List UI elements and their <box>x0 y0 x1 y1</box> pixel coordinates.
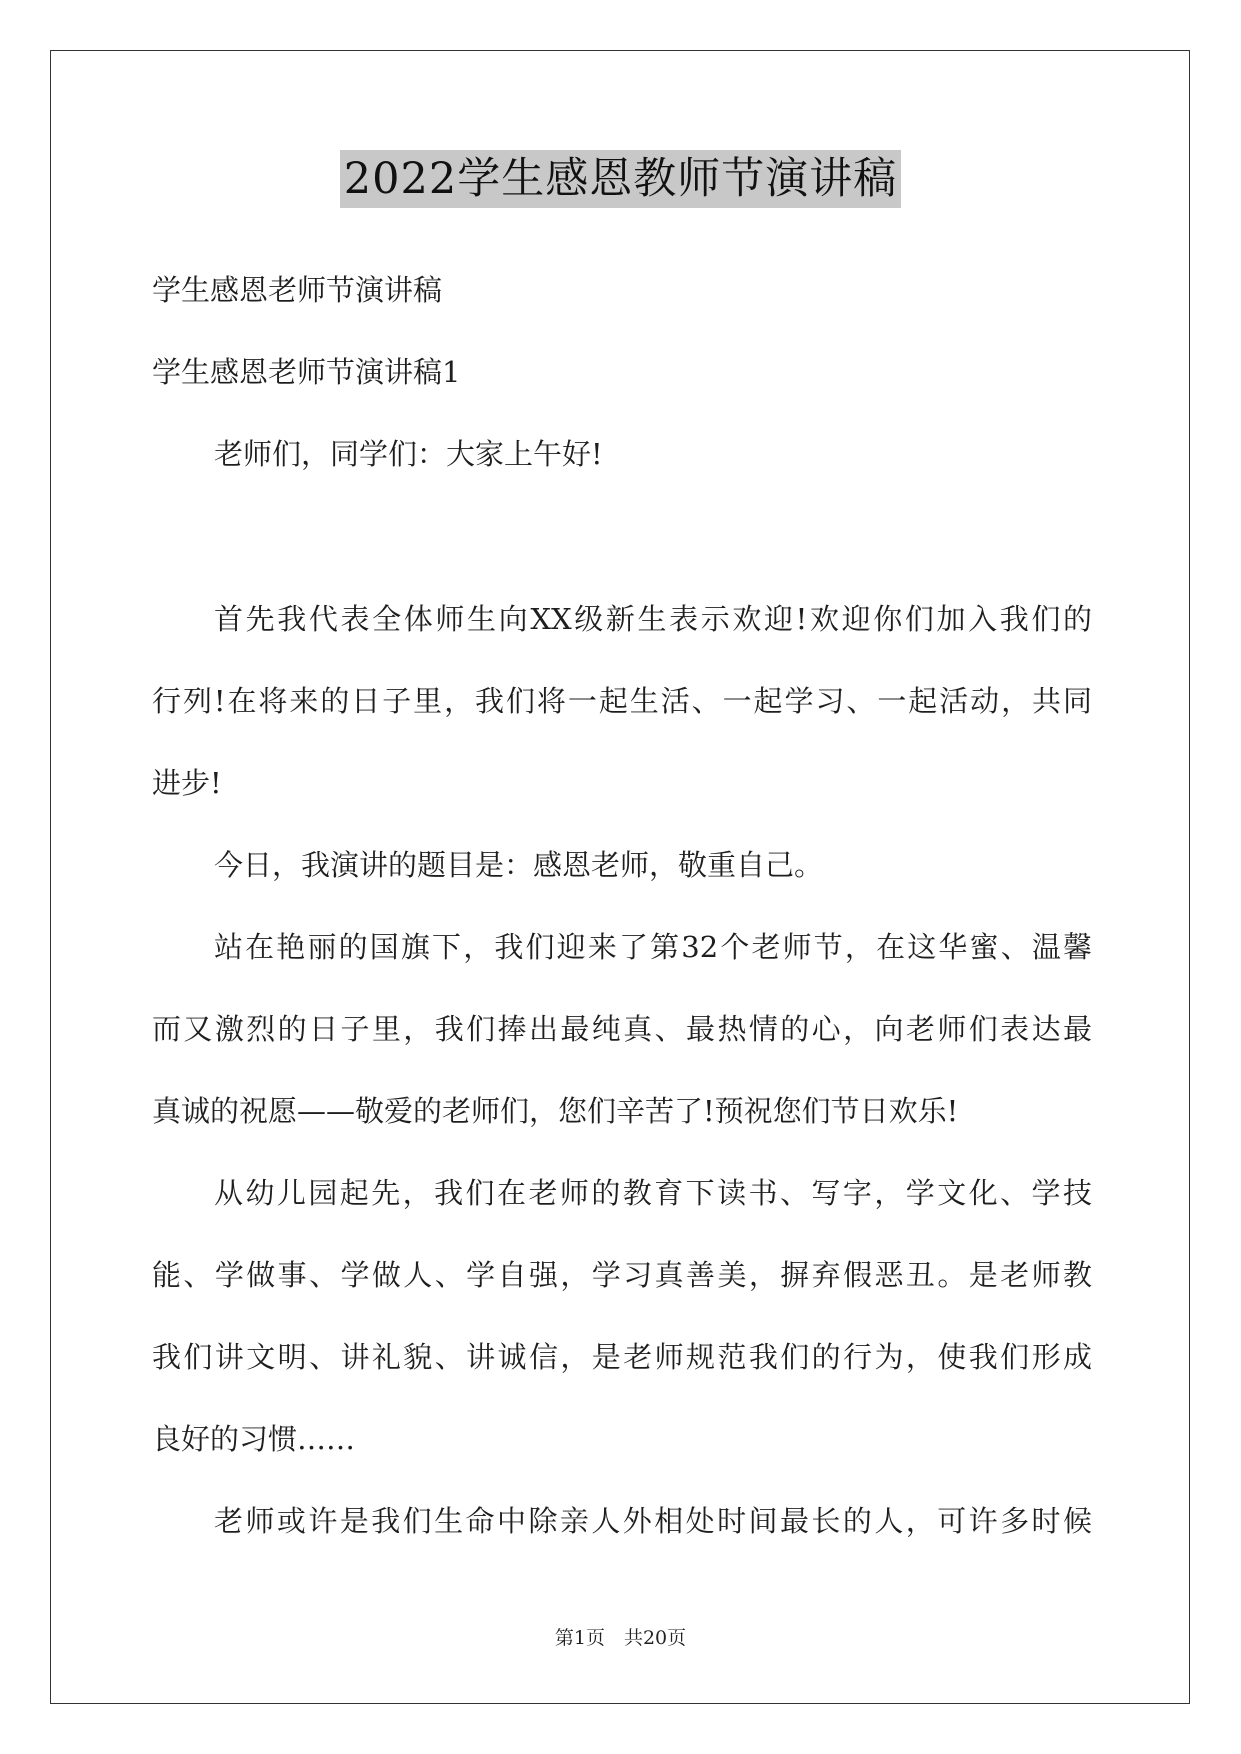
paragraph-line: 从幼儿园起先，我们在老师的教育下读书、写字，学文化、学技 <box>214 1176 1092 1210</box>
title-container <box>0 150 1241 208</box>
paragraph-line: 真诚的祝愿——敬爱的老师们，您们辛苦了!预祝您们节日欢乐! <box>152 1094 959 1128</box>
section-heading: 学生感恩老师节演讲稿1 <box>152 355 461 389</box>
page-number: 第1页 共20页 <box>554 1627 687 1649</box>
greeting-line: 老师们，同学们：大家上午好! <box>214 437 603 471</box>
paragraph-line: 站在艳丽的国旗下，我们迎来了第32个老师节，在这华蜜、温馨 <box>214 930 1092 964</box>
paragraph-line: 而又激烈的日子里，我们捧出最纯真、最热情的心，向老师们表达最 <box>152 1012 1092 1046</box>
subtitle-line: 学生感恩老师节演讲稿 <box>152 273 443 307</box>
paragraph-line: 良好的习惯…… <box>152 1422 356 1456</box>
paragraph-line: 进步! <box>152 766 222 800</box>
paragraph-line: 老师或许是我们生命中除亲人外相处时间最长的人，可许多时候 <box>214 1504 1092 1538</box>
paragraph-line: 今日，我演讲的题目是：感恩老师，敬重自己。 <box>214 848 824 882</box>
paragraph-line: 我们讲文明、讲礼貌、讲诚信，是老师规范我们的行为，使我们形成 <box>152 1340 1092 1374</box>
document-title: 2022学生感恩教师节演讲稿 <box>340 150 901 208</box>
paragraph-line: 行列!在将来的日子里，我们将一起生活、一起学习、一起活动，共同 <box>152 684 1092 718</box>
paragraph-line: 首先我代表全体师生向XX级新生表示欢迎!欢迎你们加入我们的 <box>214 602 1092 636</box>
paragraph-line: 能、学做事、学做人、学自强，学习真善美，摒弃假恶丑。是老师教 <box>152 1258 1092 1292</box>
